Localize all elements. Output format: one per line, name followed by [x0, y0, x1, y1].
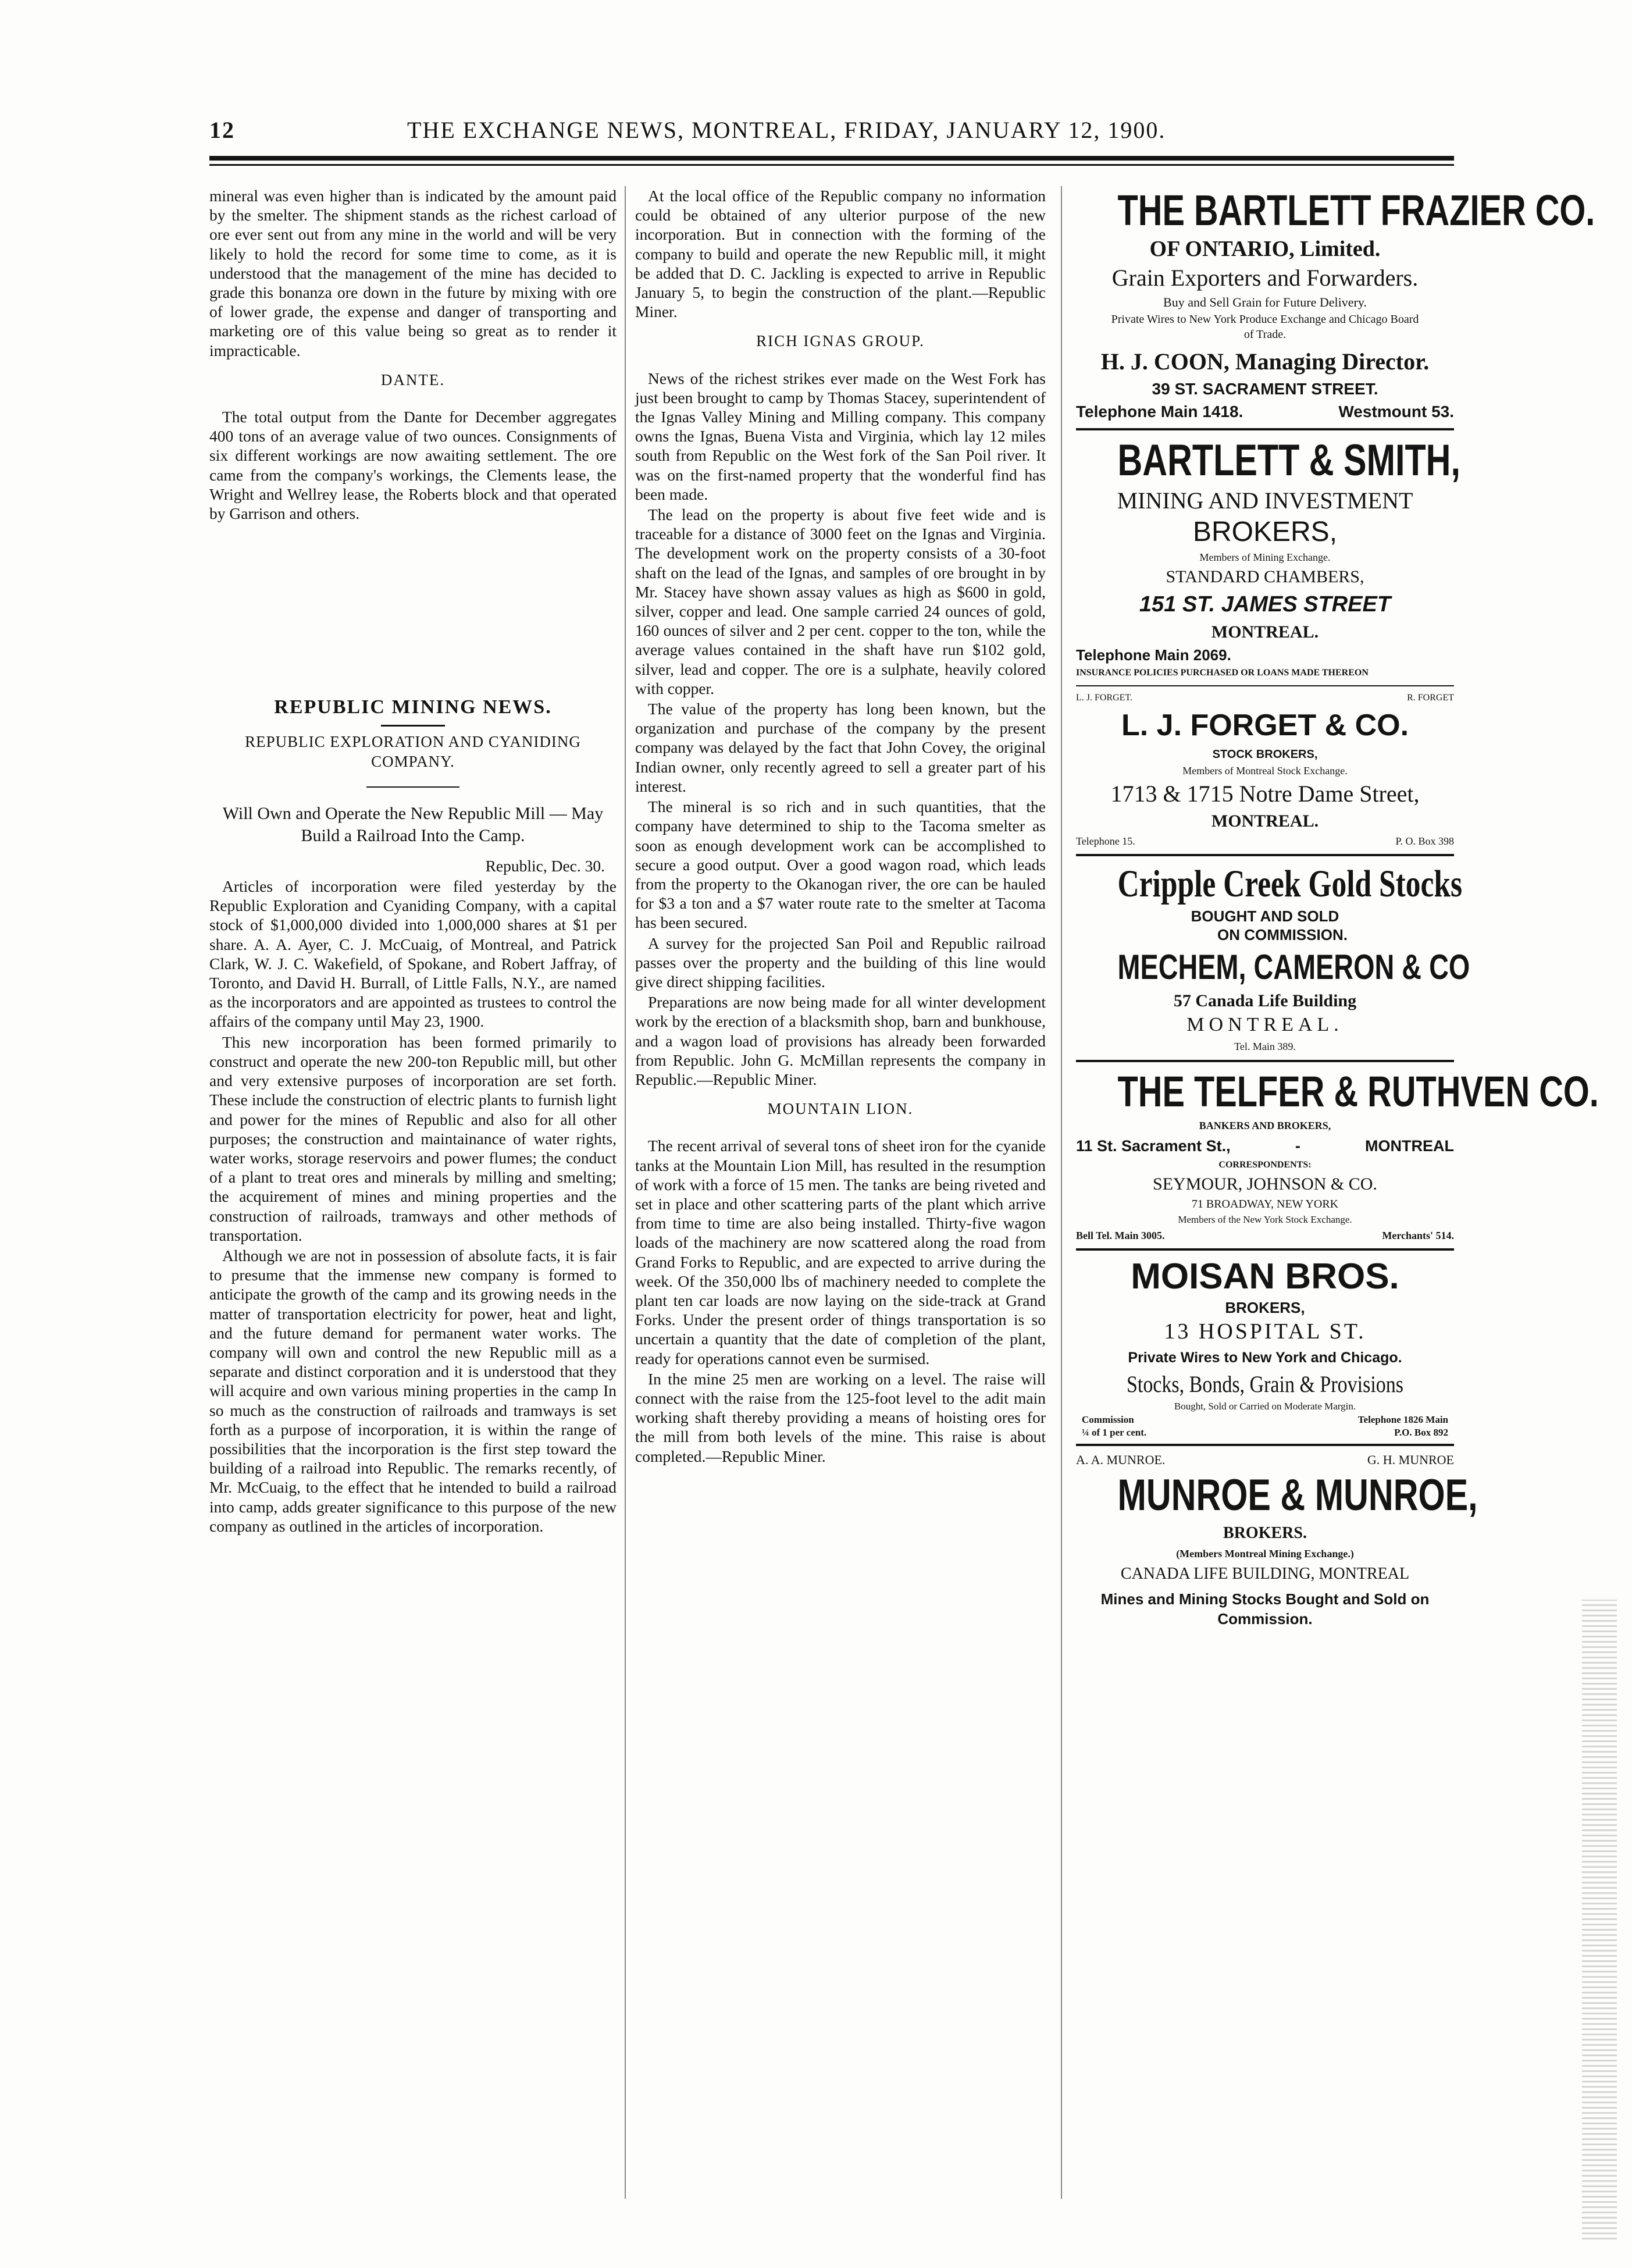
ad-line: Merchants' 514.: [1382, 1230, 1454, 1241]
ad-line: BANKERS AND BROKERS,: [1199, 1120, 1331, 1131]
ad-line: A. A. MUNROE.: [1076, 1452, 1166, 1467]
ad-divider: [1076, 854, 1454, 856]
article-column-1: [209, 186, 617, 1537]
ad-line: Telephone Main 2069.: [1076, 646, 1231, 664]
ad-line: INSURANCE POLICIES PURCHASED OR LOANS MADE THEREON: [1076, 668, 1369, 678]
ad-line: CANADA LIFE BUILDING, MONTREAL: [1120, 1565, 1410, 1583]
ad-line: Members of Mining Exchange.: [1199, 551, 1331, 563]
page-edge-scan-artifact: [1582, 1600, 1617, 2239]
ad-name: MOISAN BROS.: [1131, 1256, 1399, 1297]
ad-line: MONTREAL.: [1211, 811, 1319, 831]
ad-line: R. FORGET: [1407, 693, 1454, 703]
ad-line: Westmount 53.: [1338, 403, 1454, 421]
ad-line: Bought, Sold or Carried on Moderate Margin.: [1174, 1401, 1356, 1412]
paragraph: This new incorporation has been formed primarily to construct and operate the new 200-ton Republic mill, but other and very extensive purposes of incorporation are set forth. These include the construction of electric plants to furnish light and power for the mines of Republic and also for all other purposes; the construction and maintainance of water rights, water works, storage reservoirs and power flumes; the conduct of a plant to treat ores and minerals by milling and smelting; the acquirement of mines and mining properties and the construction of railroads, tramways and other methods of transportation.: [209, 1032, 617, 1244]
paragraph: The recent arrival of several tons of sheet iron for the cyanide tanks at the Mountain Lion Mill, has resulted in the resumption of work with a force of 15 men. The tanks are being riveted and set in place and other scattering parts of the plant which arrive from time to time are also being installed. Thirty-five wagon loads of the machinery are now scattered along the road from Grand Forks to Republic, and are expected to arrive during the week. Of the 350,000 lbs of machinery needed to complete the plant ten car loads are now laying on the side-track at Grand Forks. Under the present order of things transportation is so uncertain a quantity that the date of completion of the plant, ready for operations cannot even be surmised.: [635, 1137, 1046, 1368]
ad-line: P.O. Box 892: [1394, 1427, 1448, 1438]
column-rule: [1061, 186, 1062, 2199]
ad-line: Telephone Main 1418.: [1076, 403, 1243, 421]
paragraph: News of the richest strikes ever made on the West Fork has just been brought to camp by Thomas Stacey, superintendent of the Ignas Valley Mining and Milling company. This company owns the Ignas, Buena Vista and Virginia, which lay 12 miles south from Republic on the West fork of the San Poil river. It was on the first-named property that the wonderful find has been made.: [635, 369, 1046, 503]
column-rule: [625, 186, 626, 2199]
ad-line: CORRESPONDENTS:: [1218, 1160, 1312, 1170]
ad-moisan: [1076, 1255, 1454, 1439]
ad-line: (Members Montreal Mining Exchange.): [1176, 1548, 1354, 1560]
paragraph: Although we are not in possession of absolute facts, it is fair to presume that the immense new company is formed to anticipate the growth of the camp and its growing needs in the matter of transportation electricity for power, heat and light, and the future demand for permanent water works. The company will own and control the new Republic mill as a separate and distinct corporation and it is understood that they will acquire and own various mining properties in the camp In so much as the construction of railroads and tramways is set forth as a purpose of incorporation, it is within the range of possibilities that the incorporation is the first step toward the building of a railroad into Republic. The remarks recently, of Mr. McCuaig, to the effect that he intended to build a railroad into camp, adds greater significance to this purpose of the new company as outlined in the articles of incorporation.: [209, 1246, 617, 1535]
ad-line: 1713 & 1715 Notre Dame Street,: [1110, 781, 1420, 807]
ad-line: 39 ST. SACRAMENT STREET.: [1152, 380, 1378, 398]
ad-line: Commission: [1082, 1414, 1134, 1425]
ad-divider: [1076, 428, 1454, 430]
ad-line: L. J. FORGET.: [1076, 693, 1133, 703]
ad-divider: [1076, 1060, 1454, 1062]
ad-line: STANDARD CHAMBERS,: [1166, 567, 1364, 586]
ad-line: Members of Montreal Stock Exchange.: [1182, 765, 1348, 777]
ad-line: Telephone 1826 Main: [1357, 1414, 1448, 1425]
paragraph: Articles of incorporation were filed yesterday by the Republic Exploration and Cyaniding Company, with a capital stock of $1,000,000 divided into 1,000,000 shares at $1 per share. A. A. Ayer, C. J. McCuaig, of Montreal, and Patrick Clark, W. J. C. Wakefield, of Spokane, and Robert Jaffray, of Toronto, and David H. Burrall, of Little Falls, N.Y., are named as the incorporators and are appointed as trustees to control the affairs of the company until May 23, 1900.: [209, 877, 617, 1031]
ad-name: THE TELFER & RUTHVEN CO.: [1117, 1067, 1599, 1116]
header-rule: [209, 156, 1454, 161]
ad-line: ¼ of 1 per cent.: [1082, 1427, 1147, 1438]
ad-line: Tel. Main 389.: [1234, 1041, 1296, 1052]
paragraph: The mineral is so rich and in such quantities, that the company have determined to ship to the Tacoma smelter as soon as enough development work can be accomplished to secure a good output. Over a good wagon road, which leads from the property to the Okanogan river, the ore can be hauled for $3 a ton and a $7 water route rate to the smelter at Tacoma has been secured.: [635, 797, 1046, 932]
ad-line: Grain Exporters and Forwarders.: [1111, 265, 1419, 291]
ad-line: SEYMOUR, JOHNSON & CO.: [1153, 1174, 1377, 1194]
ad-telfer-ruthven: [1076, 1067, 1599, 1244]
paragraph: A survey for the projected San Poil and Republic railroad passes over the property and the building of this line would give direct shipping facilities.: [635, 934, 1046, 991]
paragraph: The total output from the Dante for December aggregates 400 tons of an average value of two ounces. Consignments of six different workings are now awaiting settlement. The ore came from the company's workings, the Clements lease, the Wright and Wellrey lease, the Roberts block and that operated by Garrison and others.: [209, 408, 617, 523]
ad-divider: [1076, 1444, 1454, 1446]
ad-line: Mines and Mining Stocks Bought and Sold on Commission.: [1100, 1590, 1430, 1628]
paragraph: Preparations are now being made for all winter development work by the erection of a blacksmith shop, barn and bunkhouse, and a wagon load of provisions has already been forwarded from Republic. John G. McMillan represents the company in Republic.—Republic Miner.: [635, 993, 1046, 1088]
section-heading-dante: DANTE.: [380, 371, 446, 389]
dateline: Republic, Dec. 30.: [485, 856, 605, 875]
paragraph: mineral was even higher than is indicated by the amount paid by the smelter. The shipment stands as the richest carload of ore ever sent out from any mine in the world and will be very likely to hold the record for some time to come, as it is understood that the management of the mine has decided to grade this bonanza ore down in the future by mixing with ore of lower grade, the expense and danger of transporting and marketing ore of this value being so great as to render it impracticable.: [209, 187, 617, 359]
page-title: THE EXCHANGE NEWS, MONTREAL, FRIDAY, JANUARY 12, 1900.: [407, 117, 1166, 143]
ad-line: Members of the New York Stock Exchange.: [1178, 1214, 1352, 1225]
ad-forget: [1076, 691, 1454, 849]
ad-line: MONTREAL: [1365, 1137, 1454, 1155]
ad-line: -: [1295, 1137, 1300, 1155]
paragraph: The lead on the property is about five feet wide and is traceable for a distance of 3000 feet on the Ignas and Virginia. The development work on the property consists of a 30-foot shaft on the lead of the Ignas, and samples of ore brought in by Mr. Stacey have shown assay values as high as $600 in gold, silver, copper and lead. One sample carried 24 ounces of gold, 160 ounces of silver and 2 per cent. copper to the ton, while the average values contained in the shaft have run $102 gold, silver, lead and copper. The ore is a sulphate, heavily colored with copper.: [635, 505, 1046, 697]
ad-line: 57 Canada Life Building: [1173, 991, 1357, 1010]
divider: [381, 725, 445, 727]
ad-divider: [1076, 685, 1454, 686]
ad-line: STOCK BROKERS,: [1212, 748, 1318, 761]
ad-munroe: [1076, 1451, 1478, 1629]
ad-name: MUNROE & MUNROE,: [1117, 1471, 1478, 1520]
ad-title: Cripple Creek Gold Stocks: [1117, 863, 1463, 905]
ad-line: Telephone 15.: [1076, 835, 1135, 847]
section-heading-mountain-lion: MOUNTAIN LION.: [767, 1100, 914, 1118]
ad-line: Buy and Sell Grain for Future Delivery.: [1163, 295, 1367, 309]
ad-line: MONTREAL.: [1186, 1014, 1344, 1035]
ad-bartlett-smith: [1076, 435, 1460, 681]
ad-line: MONTREAL.: [1211, 622, 1319, 642]
ad-line: BROKERS,: [1225, 1299, 1305, 1316]
ad-name: BARTLETT & SMITH,: [1117, 436, 1460, 485]
ad-divider: [1076, 1248, 1454, 1251]
ad-line: MINING AND INVESTMENT: [1117, 487, 1413, 514]
page-number: 12: [209, 117, 235, 143]
ad-line: BROKERS.: [1223, 1524, 1307, 1542]
ad-line: 151 ST. JAMES STREET: [1139, 592, 1391, 617]
ad-line: BROKERS,: [1192, 517, 1338, 547]
ad-line: ON COMMISSION.: [1217, 926, 1348, 943]
ad-line: 13 HOSPITAL ST.: [1164, 1319, 1366, 1344]
ad-line: Private Wires to New York and Chicago.: [1128, 1350, 1402, 1366]
ad-line: G. H. MUNROE: [1367, 1452, 1454, 1467]
page-header: [209, 116, 1454, 151]
paragraph: At the local office of the Republic company no information could be obtained of any ulterior purpose of the new incorporation. But in connection with the forming of the company to build and operate the new Republic mill, it might be added that D. C. Jackling is expected to arrive in Republic January 5, to begin the construction of the plant.—Republic Miner.: [635, 187, 1046, 321]
ad-line: 11 St. Sacrament St.,: [1076, 1137, 1231, 1155]
ad-line: Private Wires to New York Produce Exchange and Chicago Board of Trade.: [1111, 313, 1419, 341]
paragraph: The value of the property has long been known, but the organization and purchase of the company by the present company was delayed by the fact that John Covey, the original Indian owner, only recently agreed to sell a greater part of his interest.: [635, 700, 1046, 795]
header-rule-thin: [209, 164, 1454, 166]
article-subtitle: REPUBLIC EXPLORATION AND CYANIDING COMPANY.: [245, 733, 581, 770]
ad-name: THE BARTLETT FRAZIER CO.: [1117, 186, 1595, 234]
divider: [366, 786, 459, 788]
ad-line: H. J. COON, Managing Director.: [1100, 348, 1430, 375]
ad-mechem-cameron: [1076, 861, 1470, 1055]
article-deck: Will Own and Operate the New Republic Mill — May Build a Railroad Into the Camp.: [222, 803, 604, 845]
ad-line: BOUGHT AND SOLD: [1191, 907, 1339, 925]
article-column-2: [635, 186, 1046, 1467]
advertisement-column: [1076, 186, 1599, 1629]
paragraph: In the mine 25 men are working on a level. The raise will connect with the raise from the 125-foot level to the adit main working shaft thereby providing a means of hoisting ores for the mill from both levels of the mine. This raise is about completed.—Republic Miner.: [635, 1369, 1046, 1465]
ad-line: Bell Tel. Main 3005.: [1076, 1230, 1165, 1241]
ad-line: OF ONTARIO, Limited.: [1149, 237, 1381, 261]
ad-name: L. J. FORGET & CO.: [1121, 708, 1409, 742]
section-title-republic: REPUBLIC MINING NEWS.: [274, 696, 552, 718]
section-heading-rich-ignas: RICH IGNAS GROUP.: [756, 332, 925, 350]
ad-bartlett-frazier: [1076, 186, 1595, 423]
ad-line: Stocks, Bonds, Grain & Provisions: [1126, 1371, 1404, 1397]
ad-name: MECHEM, CAMERON & CO: [1117, 948, 1470, 987]
ad-line: P. O. Box 398: [1395, 835, 1454, 847]
ad-line: 71 BROADWAY, NEW YORK: [1191, 1198, 1339, 1210]
